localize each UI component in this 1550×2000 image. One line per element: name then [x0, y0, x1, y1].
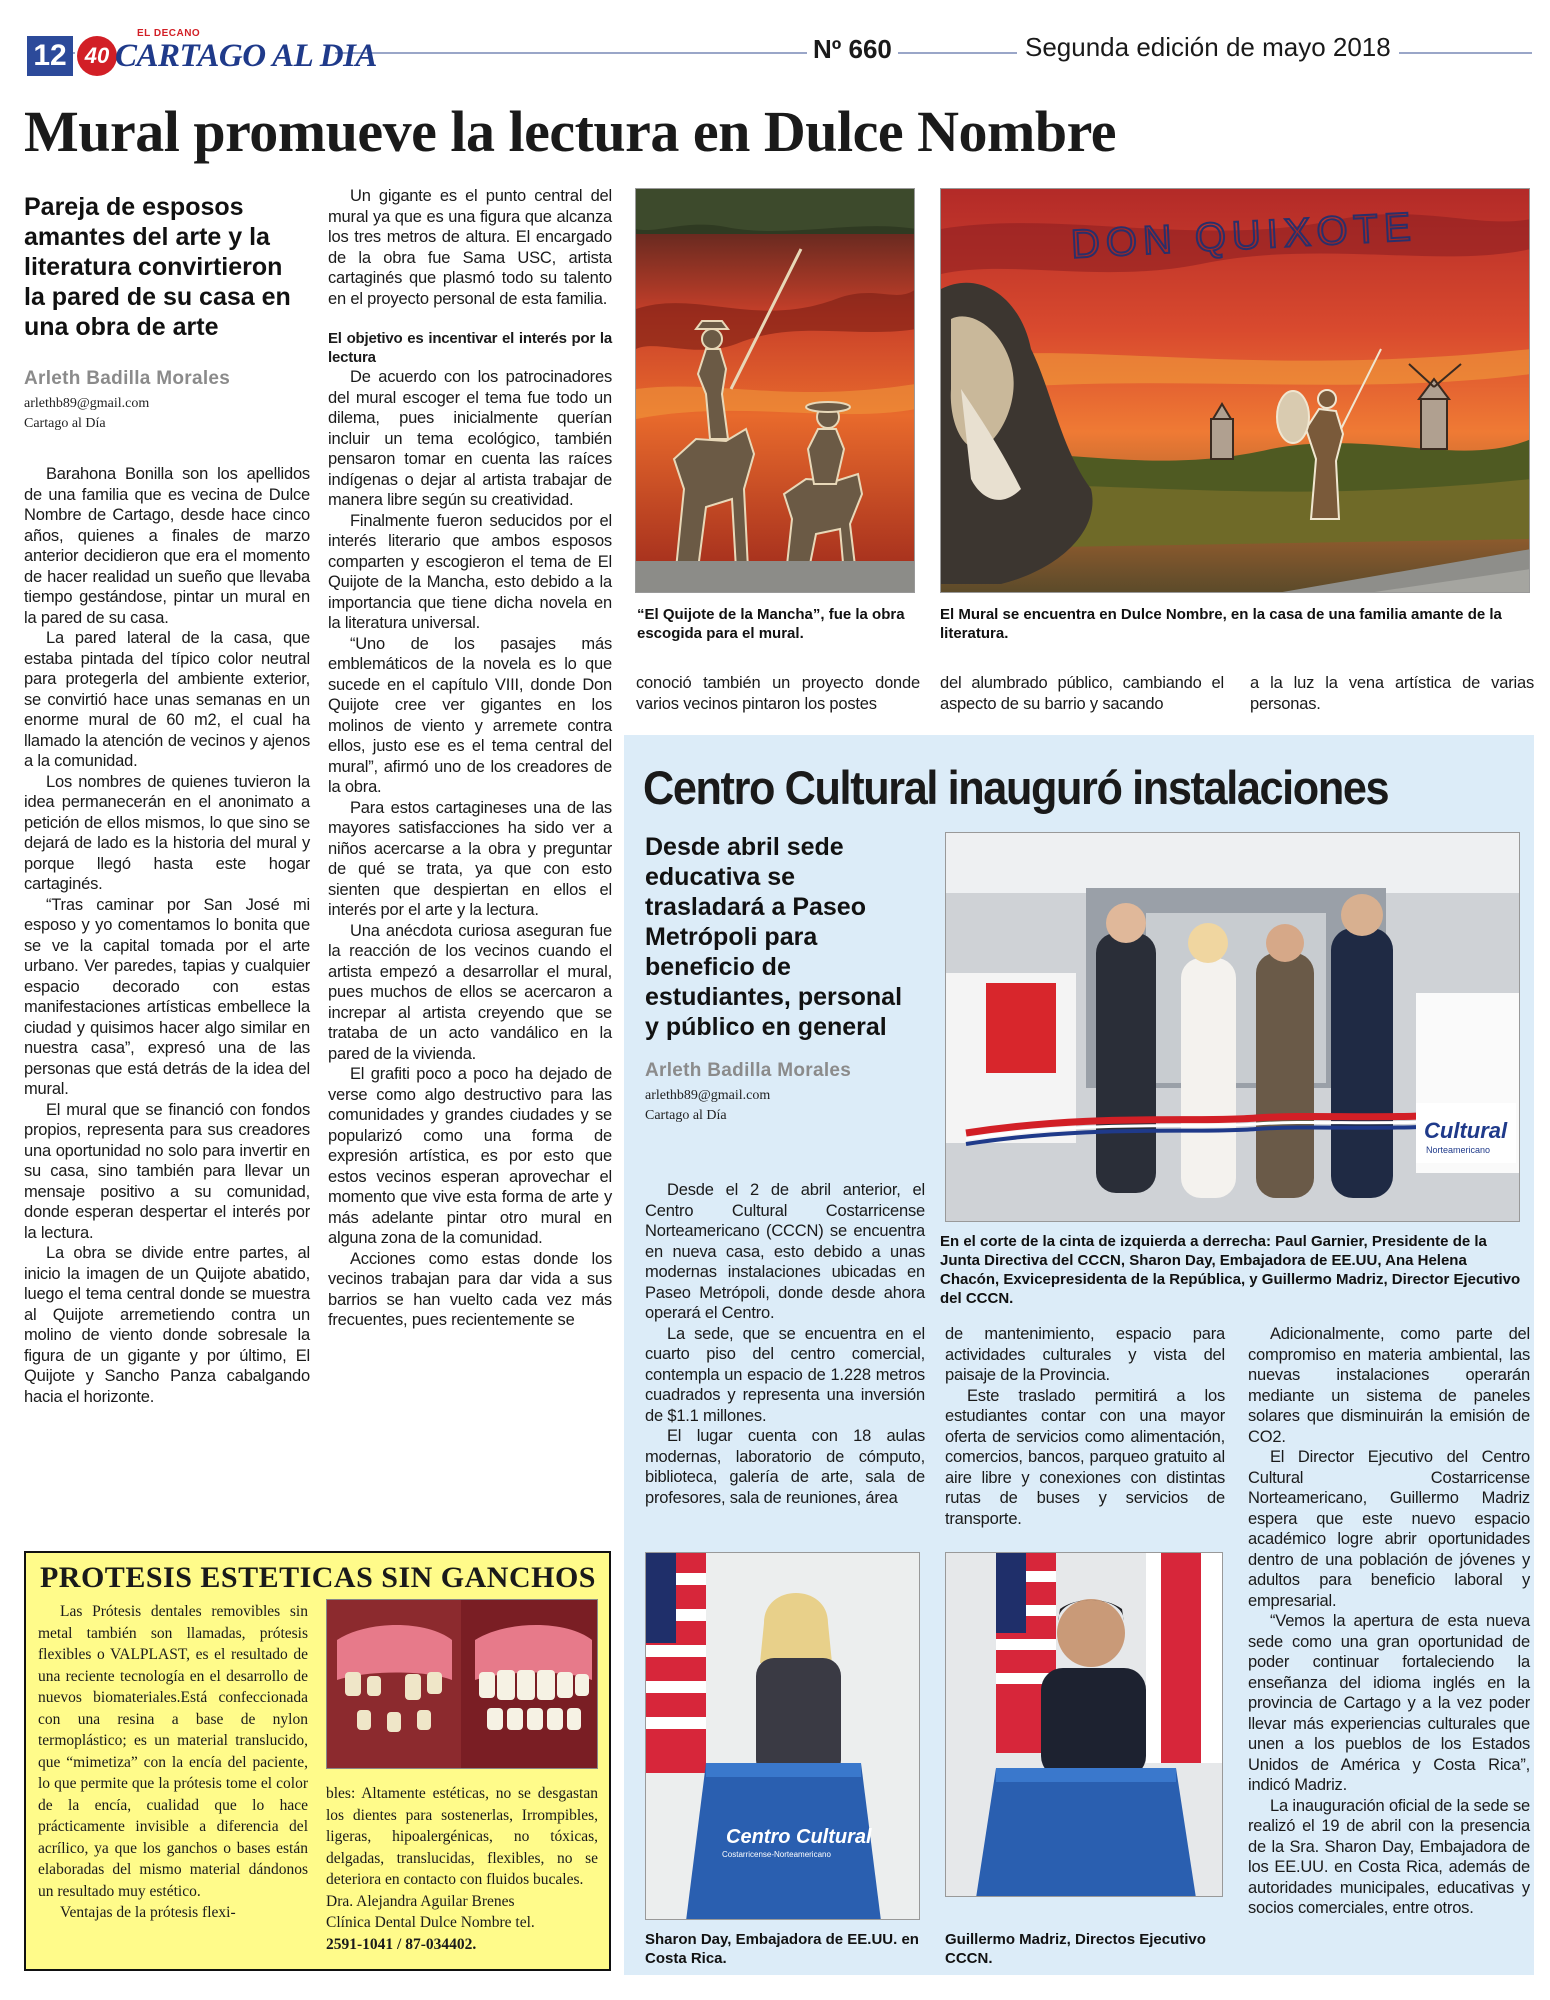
photo-caption: Sharon Day, Embajadora de EE.UU. en Costa Rica. [645, 1931, 919, 1967]
ad-column-2 [326, 1783, 598, 1955]
article1-continuation-3 [1250, 673, 1534, 714]
paragraph: “Vemos la apertura de esta nueva sede como una gran oportunidad de poder continuar fortaleciendo la enseñanza del idioma inglés en la provincia de Cartago y a la vez poder llevar más experiencias culturales que unen a los pueblos de los Estados Unidos de América y Costa Rica”, indicó Madriz. [1248, 1612, 1530, 1794]
ad-column-1 [38, 1601, 308, 1924]
podium-brand-subtext: Costarricense-Norteamericano [722, 1850, 831, 1859]
issue-number: Nº 660 [807, 34, 898, 65]
paragraph: La pared lateral de la casa, que estaba pintada del típico color neutral para protegerla del ambiente exterior, se convirtió hace unas semanas en un enorme mural de 60 m2, el cual ha llamado la atención de vecinos y ajenos a la comunidad. [24, 629, 310, 770]
us-flag [646, 1553, 706, 1773]
newspaper-logo [75, 28, 377, 78]
byline-name: Arleth Badilla Morales [645, 1060, 852, 1081]
ad-paragraph: Las Prótesis dentales removibles sin metal también son llamadas, prótesis flexibles o VALPLAST, es el resultado de una reciente tecnología en el desarrollo de nuevos biomateriales.Está confeccionada con una resina a base de nylon termoplástico; es un material translucido, que “mimetiza” con la encía del paciente, lo que permite que la prótesis tome el color de la encía, cualidad que lo hace prácticamente invisible a diferencia del acrílico, ya que los ganchos o bases están elaboradas del mismo material dándonos un resultado muy estético. [38, 1603, 308, 1900]
paragraph: de mantenimiento, espacio para actividades culturales y vista del paisaje de la Provincia. [945, 1325, 1225, 1384]
paragraph: Acciones como estas donde los vecinos trabajan para dar vida a sus barrios se han vuelto cada vez más frecuentes, pues recientemente se [328, 1249, 612, 1329]
photo-caption: “El Quijote de la Mancha”, fue la obra escogida para el mural. [637, 606, 905, 642]
paragraph: Adicionalmente, como parte del compromiso en materia ambiental, las nuevas instalaciones operarán mediante un sistema de paneles solares que disminuirán la emisión de CO2. [1248, 1325, 1530, 1446]
paragraph: Una anécdota curiosa aseguran fue la reacción de los vecinos cuando el artista empezó a desarrollar el mural, pues muchos de ellos se acercaron a increpar al artista creyendo que se trataba de un acto vandálico en la pared de la vivienda. [328, 921, 612, 1063]
paragraph: Los nombres de quienes tuvieron la idea permanecerán en el anonimato a petición de ellos mismos, lo que sino se dejará de lado es la historia del mural y porque llegó hasta este hogar cartaginés. [24, 772, 310, 893]
byline-email: arlethb89@gmail.com [24, 396, 150, 411]
byline-email: arlethb89@gmail.com [645, 1088, 771, 1103]
mural-photo-quijote-sancho [635, 188, 915, 593]
paragraph: del alumbrado público, cambiando el aspecto de su barrio y sacando [940, 674, 1224, 713]
article2-column-2 [945, 1324, 1225, 1529]
article1-column-1 [24, 192, 310, 1407]
paragraph: Desde el 2 de abril anterior, el Centro Cultural Costarricense Norteamericano (CCCN) se encuentra en nueva casa, esto debido a unas modernas instalaciones ubicadas en Paseo Metrópoli, donde desde ahora operará el Centro. [645, 1181, 925, 1322]
paragraph: Barahona Bonilla son los apellidos de una familia que es vecina de Dulce Nombre de Cartago, desde hace cinco años, quienes a finales de marzo anterior decidieron que era el momento de hacer realidad un sueño que llevaba tiempo gestándose, pintar un mural en la pared de su casa. [24, 465, 310, 627]
ribbon-cutting-photo [945, 832, 1520, 1222]
ad-phone: 2591-1041 / 87-034402. [326, 1935, 477, 1953]
article1-continuation-2 [940, 673, 1224, 714]
paragraph: La sede, que se encuentra en el cuarto piso del centro comercial, contempla un espacio de 1.228 metros cuadrados y representa una inversión de $1.1 millones. [645, 1324, 925, 1425]
paragraph: La obra se divide entre partes, al inicio la imagen de un Quijote abatido, luego el tema central donde se muestra al Quijote arremetiendo contra un molino de viento donde sobresale la figura de un gigante y por último, El Quijote y Sancho Panza cabalgando hacia el horizonte. [24, 1244, 310, 1406]
logo-anniversary-badge: 40 [77, 36, 117, 76]
masthead [27, 22, 1532, 78]
paragraph: La inauguración oficial de la sede se realizó el 19 de abril con la presencia de la Sra. Sharon Day, Embajadora de los EE.UU. en Costa Rica, además de autoridades municipales, educativas y socios comerciales, entre otros. [1248, 1796, 1530, 1917]
costa-rica-flag [1146, 1553, 1223, 1763]
ad-clinic: Clínica Dental Dulce Nombre tel. [326, 1914, 535, 1931]
dental-advertisement [24, 1551, 611, 1971]
ad-paragraph: bles: Altamente estéticas, no se desgastan los dientes para sostenerlas, Irrompibles, ligeras, hipoalergénicas, no tóxicas, delgadas, translucidas, flexibles, no se deteriora en contacto con fluidos bucales. [326, 1785, 598, 1888]
wall-signage-subtext: Norteamericano [1426, 1145, 1491, 1155]
article-headline: Centro Cultural inauguró instalaciones [643, 761, 1389, 814]
paragraph: Para estos cartagineses una de las mayores satisfacciones ha sido ver a niños acercarse a la obra y preguntar de qué se trata, ya que con esto sienten que despiertan en ellos el interés por el arte y la lectura. [328, 798, 612, 919]
article-deck: Desde abril sede educativa se trasladará a Paseo Metrópoli para beneficio de estudiantes, personal y público en general [645, 833, 903, 1041]
ad-paragraph: Ventajas de la prótesis flexi- [60, 1904, 236, 1921]
mural-photo-don-quixote [940, 188, 1530, 593]
page-number: 12 [27, 36, 73, 76]
mural-illustration [636, 189, 915, 593]
wall-signage-text: Cultural [1424, 1118, 1508, 1143]
paragraph: Un gigante es el punto central del mural ya que es una figura que alcanza los tres metros de altura. El encargado de la obra fue Sama USC, artista cartaginés que plasmó todo su talento en el proyecto personal de esta familia. [328, 187, 612, 308]
paragraph: El Director Ejecutivo del Centro Cultural Costarricense Norteamericano, Guillermo Madriz espera que este nuevo espacio académico logre abrir oportunidades dentro de una población de jóvenes y adultos para beneficio laboral y empresarial. [1248, 1448, 1530, 1610]
paragraph: Finalmente fueron seducidos por el interés literario que ambos esposos comparten y escogieron el tema de El Quijote de la Mancha, esto debido a la importancia que tiene dicha novela en la literatura universal. [328, 511, 612, 632]
article-subhead: El objetivo es incentivar el interés por la lectura [328, 330, 612, 366]
mural-illustration [941, 189, 1530, 593]
photo-caption: Guillermo Madriz, Directos Ejecutivo CCCN. [945, 1931, 1206, 1967]
logo-tagline: EL DECANO [137, 28, 201, 39]
edition-date: Segunda edición de mayo 2018 [1017, 32, 1399, 63]
podium-brand-text: Centro Cultural [726, 1826, 872, 1848]
article2-column-3 [1248, 1324, 1530, 1919]
article-headline: Mural promueve la lectura en Dulce Nombre [24, 99, 1117, 164]
guillermo-madriz-photo [945, 1552, 1223, 1897]
article2-column-1 [645, 1180, 925, 1508]
article1-continuation-1 [636, 673, 920, 714]
byline-outlet: Cartago al Día [24, 416, 106, 431]
dental-before-after-photo [326, 1599, 598, 1769]
byline-outlet: Cartago al Día [645, 1108, 727, 1123]
paragraph: “Uno de los pasajes más emblemáticos de la novela es lo que sucede en el capítulo VIII, donde Don Quijote cree ver gigantes en los molinos de viento y arremete contra ellos, justo ese es el tema central del mural”, afirmó uno de los creadores de la obra. [328, 634, 612, 796]
paragraph: El grafiti poco a poco ha dejado de verse como algo destructivo para las comunidades y grandes ciudades y se popularizó como una forma de expresión artística, es por esto que estos vecinos esperan aprovechar el momento que vive esta forma de arte y más adelante pintar otro mural en alguna zona de la comunidad. [328, 1065, 612, 1247]
paragraph: El mural que se financió con fondos propios, representa para sus creadores una oportunidad no solo para invertir en su casa, sino también para llevar un mensaje positivo a su comunidad, donde esperan despertar el interés por la lectura. [24, 1100, 310, 1242]
photo-caption: En el corte de la cinta de izquierda a derrecha: Paul Garnier, Presidente de la Junta Directiva del CCCN, Sharon Day, Embajadora de EE.UU, Ana Helena Chacón, Exvicepresidenta de la República, y Guillermo Madriz, Director Ejecutivo del CCCN. [940, 1233, 1521, 1307]
paragraph: Este traslado permitirá a los estudiantes contar con una mayor oferta de servicios como alimentación, comercios, bancos, parqueo gratuito al aire libre y conexiones con distintas rutas de buses y servicios de transporte. [945, 1386, 1225, 1528]
sharon-day-photo [645, 1552, 920, 1920]
article1-column-2 [328, 186, 612, 1331]
ad-title: PROTESIS ESTETICAS SIN GANCHOS [39, 1561, 596, 1594]
mural-graffiti-text: DON QUIXOTE [1069, 204, 1418, 267]
logo-name: CARTAGO AL DIA [115, 38, 377, 74]
article2-deck-block [645, 832, 915, 1126]
paragraph: El lugar cuenta con 18 aulas modernas, laboratorio de cómputo, biblioteca, galería de arte, sala de profesores, sala de reuniones, área [645, 1427, 925, 1507]
paragraph: conoció también un proyecto donde varios vecinos pintaron los postes [636, 674, 920, 713]
ad-doctor: Dra. Alejandra Aguilar Brenes [326, 1892, 515, 1910]
photo-caption: El Mural se encuentra en Dulce Nombre, en la casa de una familia amante de la literatura. [940, 606, 1502, 642]
paragraph: De acuerdo con los patrocinadores del mural escoger el tema fue todo un dilema, pues inicialmente querían incluir un tema ecológico, también pensaron tomar en cuenta las raíces indígenas o dejar al artista trabajar de manera libre según su creatividad. [328, 368, 612, 509]
byline-name: Arleth Badilla Morales [24, 368, 231, 389]
paragraph: “Tras caminar por San José mi esposo y yo comentamos lo bonita que se ve la capital tomada por el arte urbano. Ver paredes, tapias y cualquier espacio decorado con estas manifestaciones artísticas embellece la ciudad y quisimos hacer algo similar en nuestra casa”, expresó una de las personas que está detrás de la idea del mural. [24, 895, 310, 1098]
paragraph: a la luz la vena artística de varias personas. [1250, 674, 1534, 713]
article-deck: Pareja de esposos amantes del arte y la literatura convirtieron la pared de su casa en una obra de arte [24, 193, 291, 341]
